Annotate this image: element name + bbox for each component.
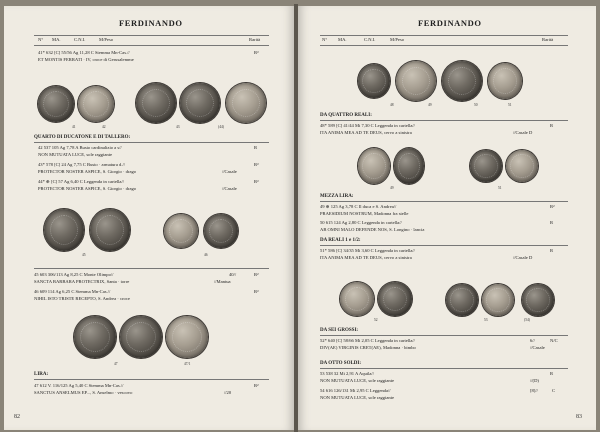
entry-51-rarity: R (550, 248, 554, 253)
coin-50-obverse (470, 150, 502, 182)
left-rule-3 (34, 268, 269, 269)
right-col-peso: M/Peso (390, 37, 405, 42)
entry-46-rarity: R³ (254, 289, 259, 294)
right-page (298, 6, 596, 430)
entry-41-line: 41* 632 [C] 55/56 Ag 11,28 C Stemma Mn-Cas.// (38, 50, 130, 55)
coin-52-obverse (340, 282, 374, 316)
coin-label-51b: 51 (498, 186, 502, 190)
coin-44 (226, 83, 266, 123)
entry-54-legend: NON MUTUATA LUCE, sole raggiante (320, 395, 395, 400)
entry-43-line: 43* 578 [C] 24 Ag 7,75 C Busto · armatura d.// (38, 162, 126, 167)
entry-51-mint: //Casale D (513, 255, 533, 260)
coin-label-41: 41 (72, 125, 76, 129)
section-quattro-reali: DA QUATTRO REALI: (320, 113, 372, 118)
entry-43-mint: //Casale (222, 169, 237, 174)
entry-53-legend: NON MUTUATA LUCE, sole raggiante (320, 378, 395, 383)
entry-52-line: 52* 640 [C] 58/66 Mi 2,05 C Leggenda in cartella// (320, 338, 415, 343)
entry-49-line: 49 ⊕ 125 Ag 3,78 C Il duca e S. Andrea// (320, 204, 397, 209)
coin-48-reverse (396, 61, 436, 101)
entry-50-legend: AB OMNI MALO DEFENDE NOS, S. Longino · lancia (320, 227, 425, 232)
coin-label-49b: 49 (390, 186, 394, 190)
coin-46-reverse (204, 214, 238, 248)
entry-41-rarity: R³ (254, 50, 259, 55)
left-page-header: FERDINANDO (119, 18, 183, 28)
coin-48-obverse (358, 64, 390, 98)
left-page (4, 6, 294, 430)
right-rule-6 (320, 368, 568, 369)
right-col-cni: C.N.I. (364, 37, 376, 42)
coin-49-reverse (394, 148, 424, 184)
entry-48-line: 48* 589 [C] 41/44 Mi 7,30 C Leggenda in cartella// (320, 123, 415, 128)
coin-45-obverse (44, 209, 84, 251)
entry-53-line: 53 538 32 Mi 2,91 A Aquila// (320, 371, 374, 376)
coin-43-reverse (180, 83, 220, 123)
coin-53-obverse (446, 284, 478, 316)
entry-47-legend: SANCTUS ANSELMUS EP..., S. Anselmo · vescovo (34, 390, 133, 395)
entry-54-rarity: C (552, 388, 556, 393)
coin-54 (522, 284, 554, 316)
entry-42-legend: NON MUTUATA LUCE, sole raggiante (38, 152, 113, 157)
entry-43-legend: PROTECTOR NOSTER ASPICE, S. Giorgio · drago (38, 169, 137, 174)
entry-48-rarity: R (550, 123, 554, 128)
right-col-rarita: Rarità (542, 37, 554, 42)
coin-label-51: 51 (508, 103, 512, 107)
entry-43-rarity: R³ (254, 162, 259, 167)
coin-label-53: 53 (484, 318, 488, 322)
coin-53-reverse (482, 284, 514, 316)
entry-44-mint: //Casale (222, 186, 237, 191)
left-col-rarita: Rarità (249, 37, 261, 42)
entry-44-rarity: R³ (254, 179, 259, 184)
entry-51-line: 51* 586 [C] 34/35 Mi 3,60 C Leggenda in cartella// (320, 248, 415, 253)
coin-47-obverse (74, 316, 116, 358)
entry-47-rarity: R² (254, 383, 259, 388)
right-header-rule (320, 35, 568, 36)
left-col-n: N° (38, 37, 44, 42)
left-col-cni: C.N.I. (74, 37, 86, 42)
coin-41-obverse (38, 86, 74, 122)
coin-label-47-1: 47/1 (184, 362, 191, 366)
left-rule-4 (34, 379, 269, 380)
right-col-rule (320, 45, 568, 46)
entry-45-rarity: R² (254, 272, 259, 277)
entry-53-rarity: R (550, 371, 554, 376)
coin-47-1 (166, 316, 208, 358)
entry-47-mint: //20 (224, 390, 232, 395)
coin-label-47: 47 (114, 362, 118, 366)
entry-54-line: 54 616 126/131 Mi 2,95 C Leggenda// (320, 388, 391, 393)
entry-52-mint2: //Casale (530, 345, 545, 350)
entry-49-legend: PRAESIDIUM NOSTRUM, Madonna fra stelle (320, 211, 409, 216)
entry-52-rarity: N/C (550, 338, 558, 343)
coin-43-obverse (136, 83, 176, 123)
left-rule-2 (34, 142, 269, 143)
entry-54-mint: [8]// (530, 388, 538, 393)
section-sei-grossi: DA SEI GROSSI: (320, 328, 359, 333)
coin-46-obverse (164, 214, 198, 248)
coin-label-50: 50 (474, 103, 478, 107)
entry-45-mint2: //Mantua (214, 279, 231, 284)
left-col-ma: MA. (52, 37, 61, 42)
entry-48-mint: //Casale D (513, 130, 533, 135)
section-otto-soldi: DA OTTO SOLDI: (320, 361, 362, 366)
coin-label-54: (54) (524, 318, 530, 322)
section-lira: LIRA: (34, 372, 49, 377)
right-rule-5 (320, 335, 568, 336)
section-quarto-ducatone: QUARTO DI DUCATONE E DI TALLERO: (34, 135, 131, 140)
entry-41-legend: ET MONTIS FERRATI · IV, croce di Gerusalemme (38, 57, 134, 62)
left-col-rule (34, 45, 269, 46)
entry-45-legend: SANCTA BARBARA PROTECTRIX, Santa · torre (34, 279, 130, 284)
coin-label-45: 45 (82, 253, 86, 257)
coin-47-reverse (120, 316, 162, 358)
entry-42-line: 42 537 105 Ag 7,78 A Busto cardinalizio a s// (38, 145, 122, 150)
entry-46-line: 46 609 114 Ag 6,25 C Stemma Mn-Cas.// (34, 289, 111, 294)
coin-41-reverse (78, 86, 114, 122)
right-page-header: FERDINANDO (418, 18, 482, 28)
left-header-rule (34, 35, 269, 36)
entry-44-legend: PROTECTOR NOSTER ASPICE, S. Giorgio · drago (38, 186, 137, 191)
coin-label-48: 48 (390, 103, 394, 107)
entry-52-mint: 6// (530, 338, 535, 343)
right-page-number: 83 (576, 414, 582, 420)
entry-44-line: 44* ⊕ [C] 57 Ag 6,40 C Leggenda in cartella// (38, 179, 125, 184)
coin-label-43: 43 (176, 125, 180, 129)
section-reali: DA REALI 1 e 1/2: (320, 238, 361, 243)
coin-49 (442, 61, 482, 101)
coin-label-49: 49 (428, 103, 432, 107)
coin-49-obverse (358, 148, 390, 184)
coin-label-46: 46 (204, 253, 208, 257)
coin-50 (488, 63, 522, 99)
entry-48-legend: ITA ANIMA MEA AD TE DEUS, cervo a sinistra (320, 130, 412, 135)
coin-52-reverse (378, 282, 412, 316)
entry-47-line: 47 612 V. 116/125 Ag 5,40 C Stemma Mn-Cas.// (34, 383, 124, 388)
coin-label-52: 52 (374, 318, 378, 322)
right-col-n: N° (322, 37, 328, 42)
entry-50-line: 50 615 124 Ag 2,80 C Leggenda in cartella// (320, 220, 402, 225)
right-col-ma: MA. (338, 37, 347, 42)
left-col-peso: M/Peso (99, 37, 114, 42)
entry-49-rarity: R² (550, 204, 555, 209)
entry-45-mint: 40// (229, 272, 237, 277)
coin-label-42: 42 (102, 125, 106, 129)
coin-45-reverse (90, 209, 130, 251)
entry-52-legend: DIV(AE) VIRGINIS CRET(AE), Madonna · bimbo (320, 345, 416, 350)
entry-50-rarity: R (550, 220, 554, 225)
right-rule-4 (320, 245, 568, 246)
left-page-number: 82 (14, 414, 20, 420)
entry-46-legend: NIHIL ISTO TRISTE RECEPTO, S. Andrea · croce (34, 296, 130, 301)
coin-50-reverse (506, 150, 538, 182)
entry-42-rarity: R (254, 145, 258, 150)
entry-45-line: 45 603 306/113 Ag 8,25 C Monte Olimpo// (34, 272, 114, 277)
section-mezza-lira: MEZZA LIRA: (320, 194, 354, 199)
right-rule-2 (320, 120, 568, 121)
right-rule-3 (320, 201, 568, 202)
entry-53-mint: //(D) (530, 378, 539, 383)
coin-label-44: (44) (218, 125, 224, 129)
entry-51-legend: ITA ANIMA MEA AD TE DEUS, cervo a sinistra (320, 255, 412, 260)
